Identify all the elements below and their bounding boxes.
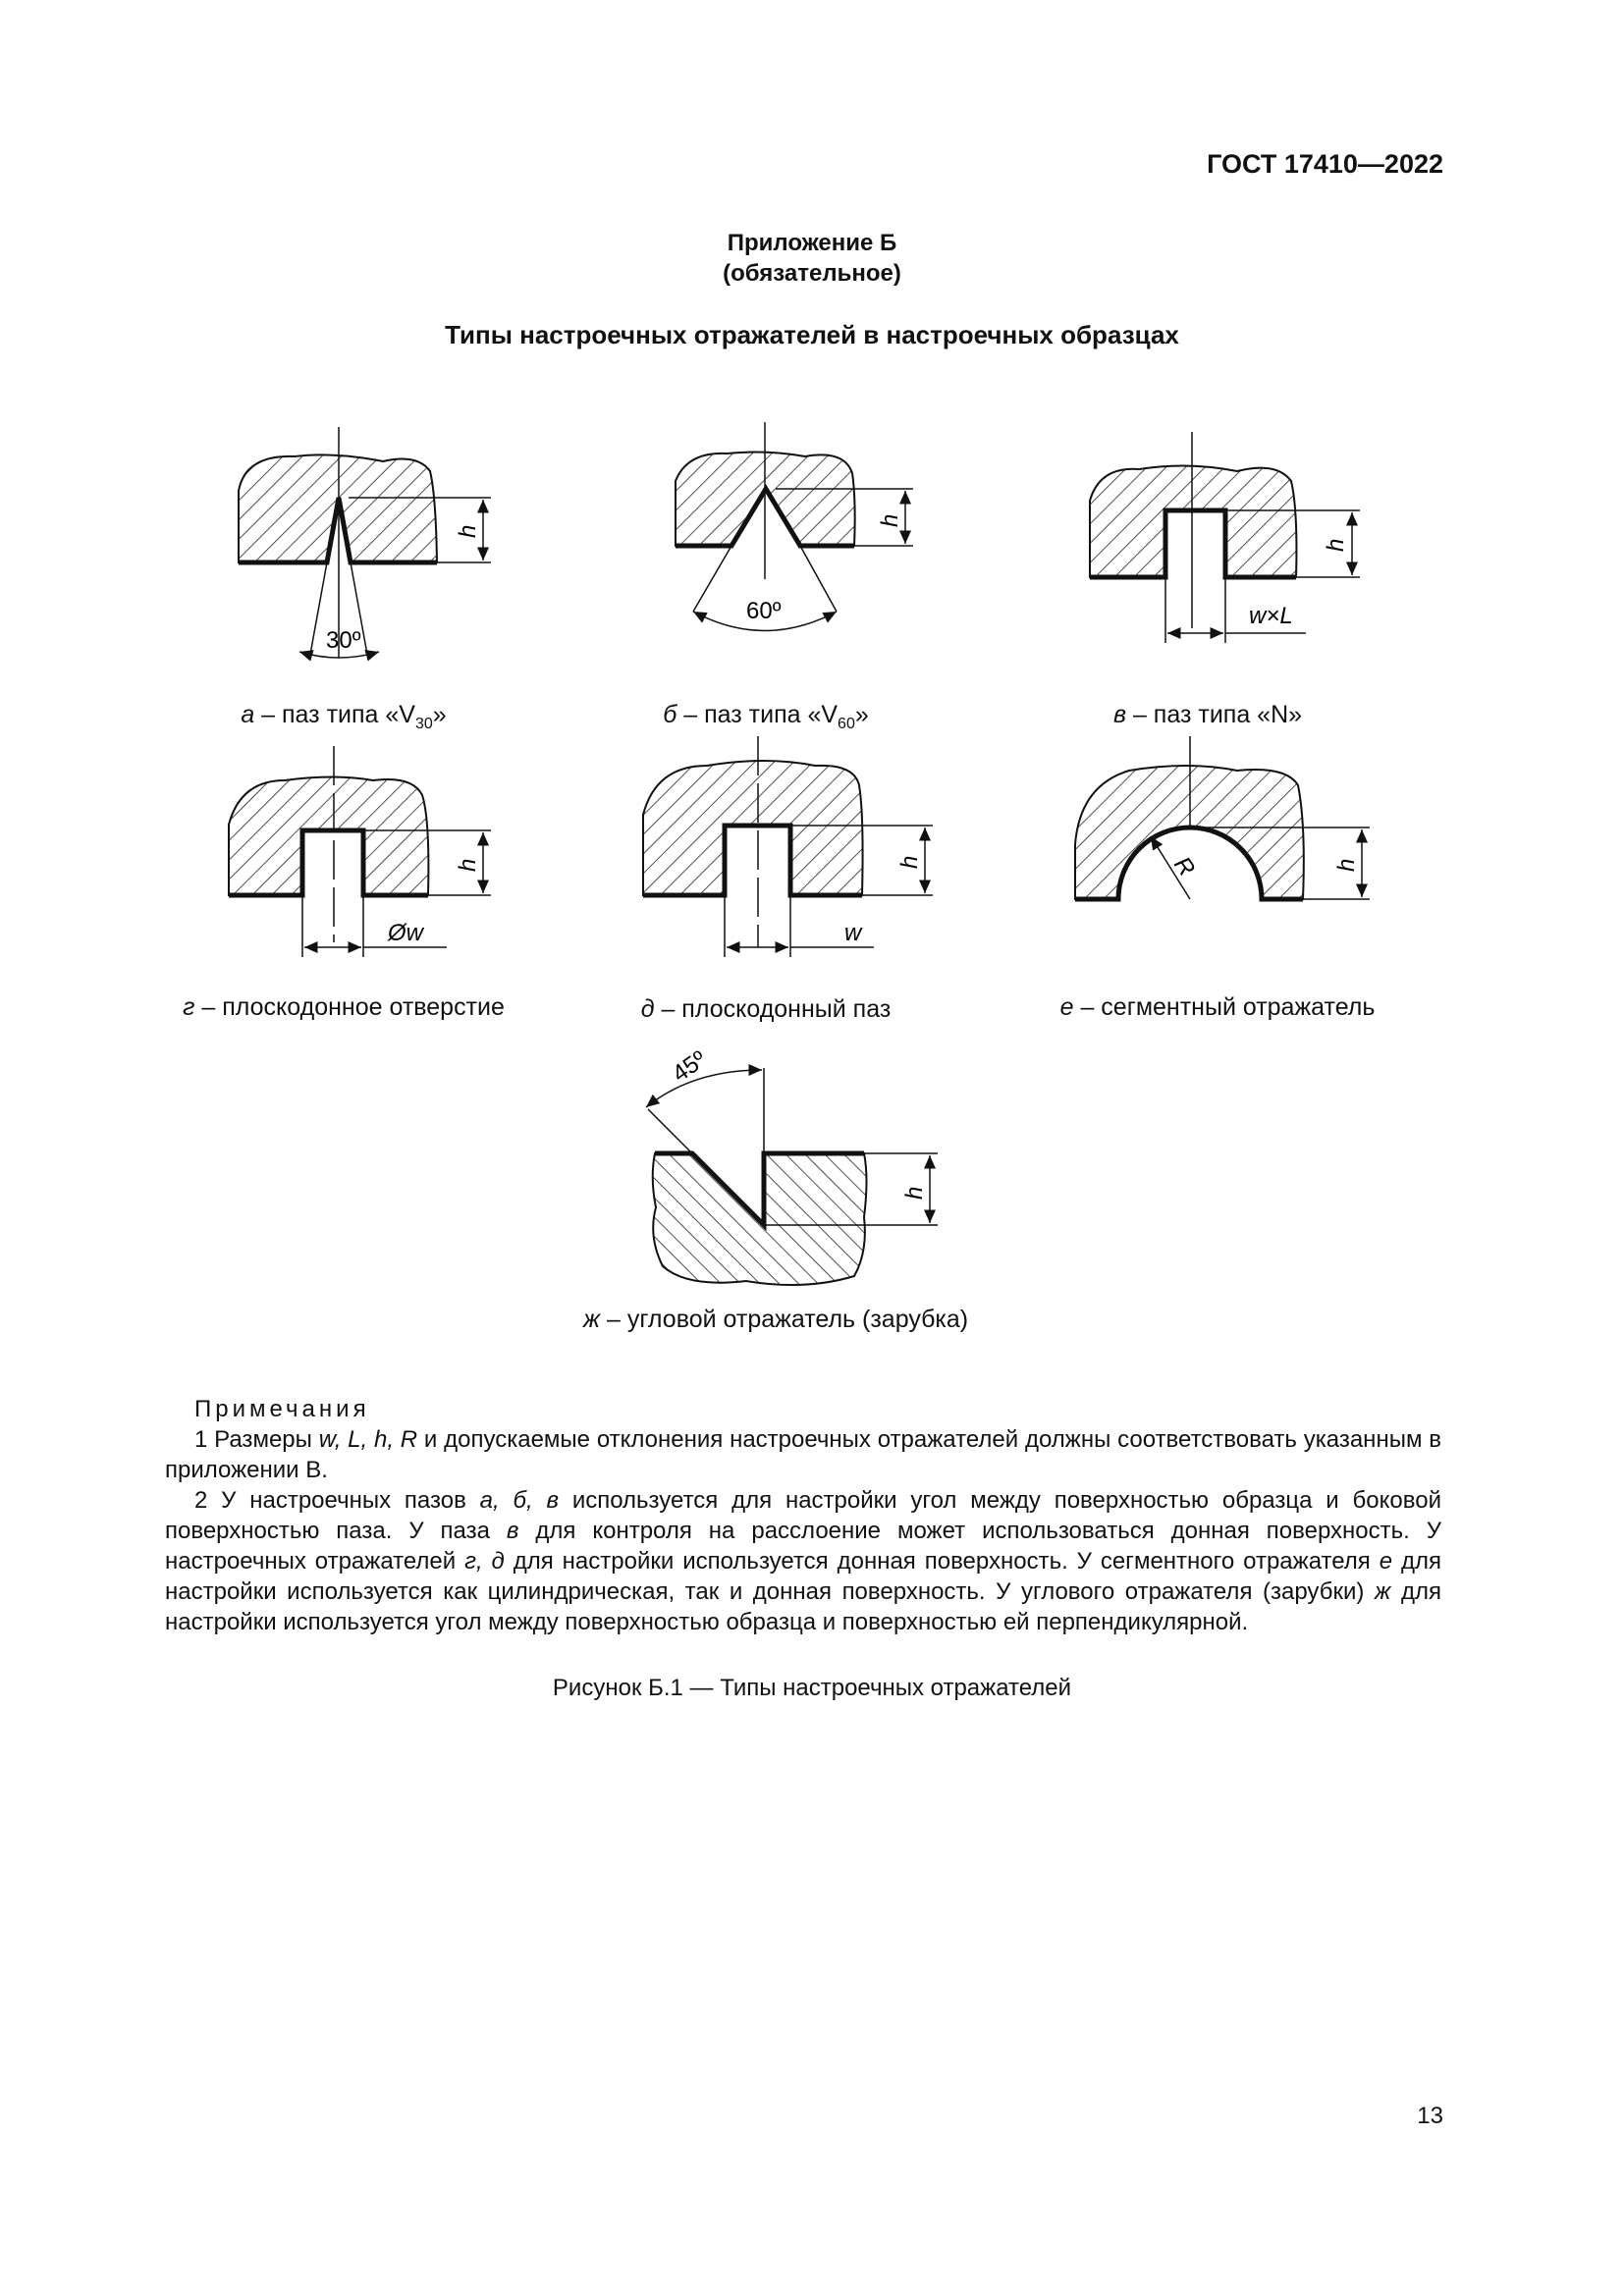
caption-a: а – паз типа «$V_{30}$» [241,701,447,732]
figure-a-angle-label: 30º [326,627,361,654]
caption-d: д – плоскодонный паз [640,995,892,1023]
figure-g-h-label: h [455,858,481,872]
caption-v: в – паз типа «N» [1112,701,1303,728]
figure-d-h-label: h [896,855,923,869]
figure-v-h-label: h [1323,538,1349,552]
figure-a-h-label: h [455,524,481,538]
appendix-title: Приложение Б [727,230,897,256]
figure-b-h-label: h [877,513,903,527]
figure-g-flat-bottom-hole [229,746,491,957]
figure-a-v30-notch [239,427,491,660]
figure-zh-h-label: h [901,1186,928,1200]
figure-g-w-label: Øw [388,920,423,946]
figure-caption: Рисунок Б.1 — Типы настроечных отражателей [552,1675,1072,1701]
figure-zh-corner-reflector [646,1045,938,1285]
figure-b-v60-notch [676,422,913,631]
caption-b: б – паз типа «$V_{60}$» [663,701,869,732]
figure-e-segment-reflector [1075,736,1370,899]
caption-e: е – сегментный отражатель [1059,993,1376,1021]
figure-b-angle-label: 60º [746,598,782,624]
figure-e-r-label: R [1168,851,1201,881]
figure-d-flat-bottom-slot [643,736,933,957]
figure-v-w-label: w×L [1249,603,1293,629]
document-code: ГОСТ 17410—2022 [1207,149,1443,179]
notes-block [165,1394,1441,1637]
note-1: 1 Размеры w, L, h, R и допускаемые отклонения настроечных отражателей должны соответствовать указанным в приложении В. [165,1426,1441,1483]
page-number: 13 [1417,2103,1443,2129]
figure-v-n-notch [1090,432,1360,643]
caption-zh: ж – угловой отражатель (зарубка) [582,1306,969,1333]
appendix-status: (обязательное) [723,260,901,287]
figure-d-w-label: w [844,920,862,946]
figure-zh-angle-label: 45º [667,1045,712,1088]
notes-heading: Примечания [194,1396,370,1422]
page-title: Типы настроечных отражателей в настроечных образцах [445,320,1179,349]
note-2: 2 У настроечных пазов а, б, в используется для настройки угол между поверхностью образца и боковой поверхностью паза. У паза в для контроля на расслоение может использоваться донная поверхность. У настроечных отражателей г, д для настройки используется донная поверхность. У сегментного отражателя е для настройки используется как цилиндрическая, так и донная поверхность. У углового отражателя (зарубки) ж для настройки используется угол между поверхностью образца и поверхностью ей перпендикулярной. [165,1487,1442,1635]
figure-e-h-label: h [1333,858,1360,872]
caption-g: г – плоскодонное отверстие [183,993,505,1021]
